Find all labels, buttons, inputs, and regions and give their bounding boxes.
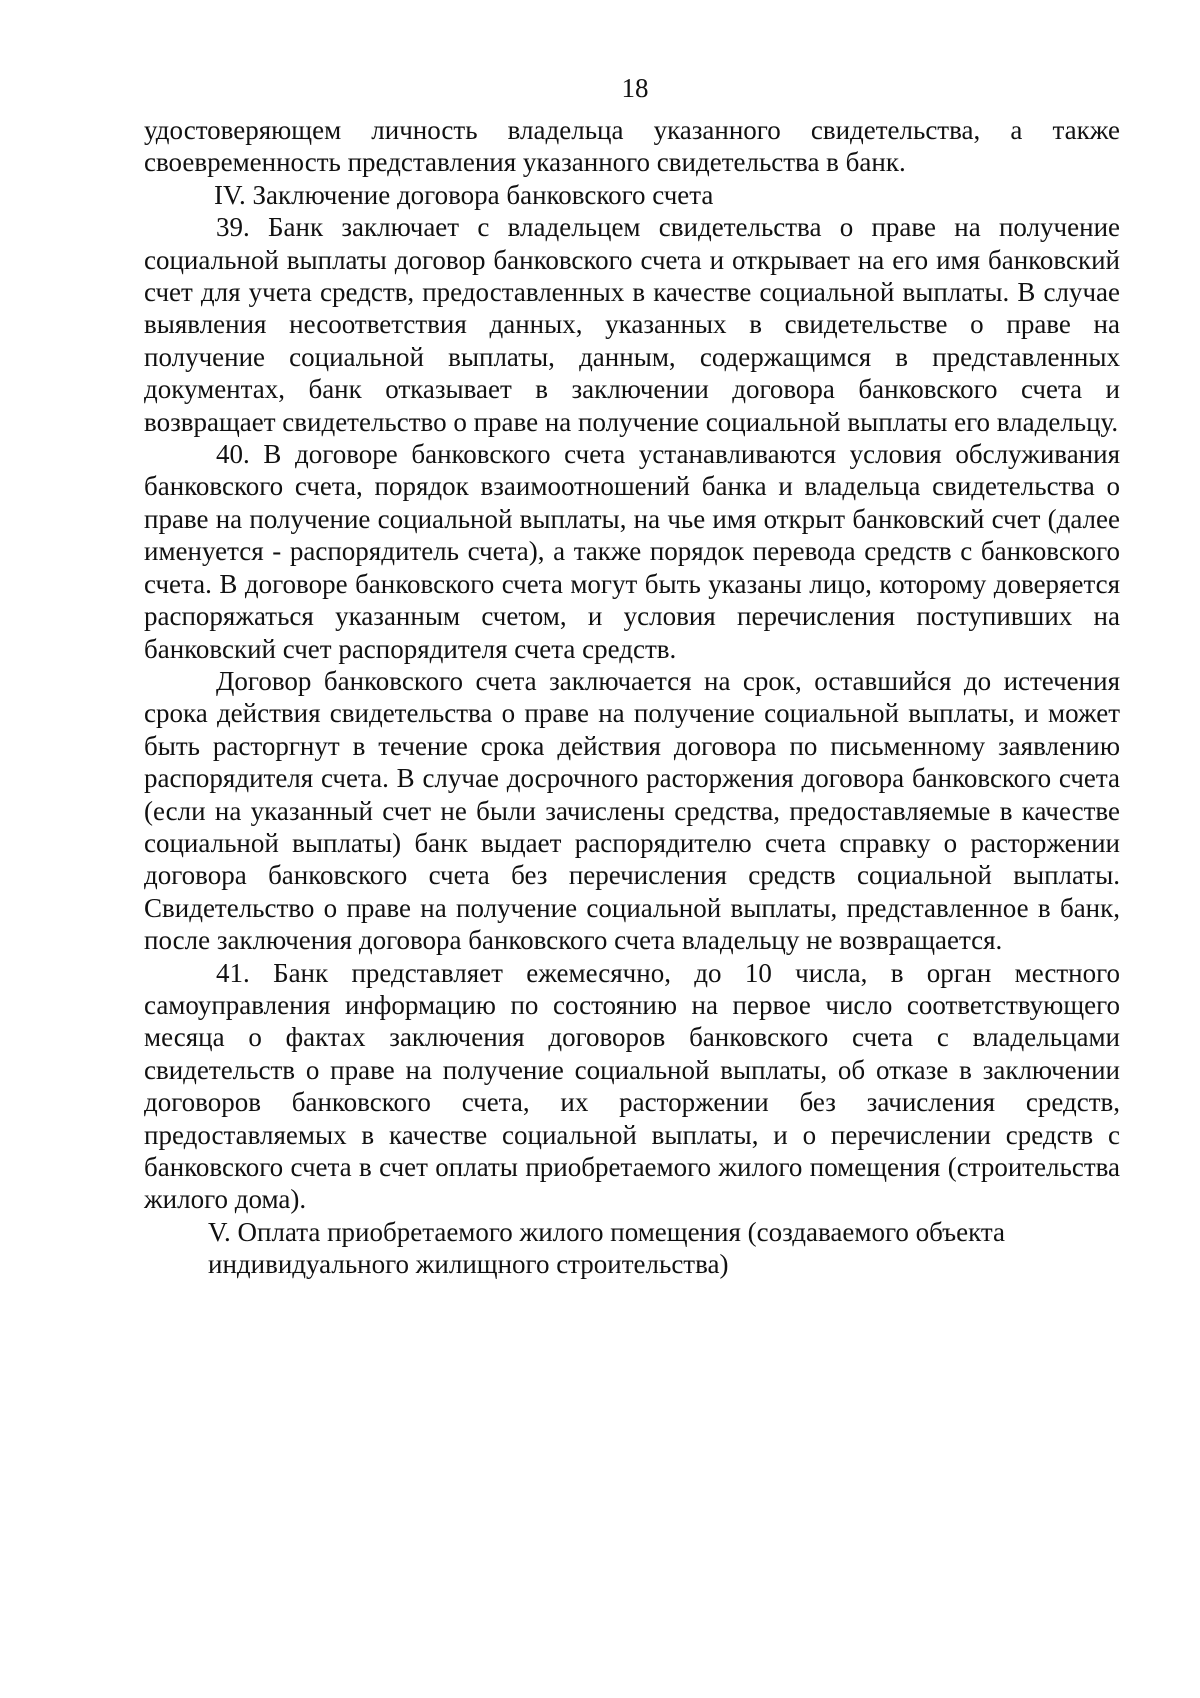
section-v-heading-line-2: индивидуального жилищного строительства): [208, 1249, 729, 1280]
paragraph-39: 39. Банк заключает с владельцем свидетельства о праве на получение социальной выплаты договор банковского счета и открывает на его имя банковский счет для учета средств, предоставленных в качестве социальной выплаты. В случае выявления несоответствия данных, указанных в свидетельстве о праве на получение социальной выплаты, данным, содержащимся в представленных документах, банк отказывает в заключении договора банковского счета и возвращает свидетельство о праве на получение социальной выплаты его владельцу.: [144, 212, 1120, 437]
paragraph-41: 41. Банк представляет ежемесячно, до 10 числа, в орган местного самоуправления информацию по состоянию на первое число соответствующего месяца о фактах заключения договоров банковского счета с владельцами свидетельств о праве на получение социальной выплаты, об отказе в заключении договоров банковского счета, их расторжении без зачисления средств, предоставляемых в качестве социальной выплаты, и о перечислении средств с банковского счета в счет оплаты приобретаемого жилого помещения (строительства жилого дома).: [144, 957, 1120, 1215]
paragraph-40: 40. В договоре банковского счета устанавливаются условия обслуживания банковского счета, порядок взаимоотношений банка и владельца свидетельства о праве на получение социальной выплаты, на чье имя открыт банковский счет (далее именуется - распорядитель счета), а также порядок перевода средств с банковского счета. В договоре банковского счета могут быть указаны лицо, которому доверяется распоряжаться указанным счетом, и условия перечисления поступивших на банковский счет распорядителя счета средств.: [144, 439, 1120, 664]
paragraph-40-continued: Договор банковского счета заключается на срок, оставшийся до истечения срока действия свидетельства о праве на получение социальной выплаты, и может быть расторгнут в течение срока действия договора по письменному заявлению распорядителя счета. В случае досрочного расторжения договора банковского счета (если на указанный счет не были зачислены средства, предоставляемые в качестве социальной выплаты) банк выдает распорядителю счета справку о расторжении договора банковского счета без перечисления средств социальной выплаты. Свидетельство о праве на получение социальной выплаты, представленное в банк, после заключения договора банковского счета владельцу не возвращается.: [144, 665, 1120, 956]
page-number: 18: [621, 73, 649, 103]
section-iv-heading: IV. Заключение договора банковского счета: [214, 179, 714, 210]
section-v-heading-line-1: V. Оплата приобретаемого жилого помещения (создаваемого объекта: [208, 1216, 1005, 1247]
document-body: [144, 114, 1120, 1281]
section-v-heading: [144, 1216, 1120, 1281]
intro-paragraph: удостоверяющем личность владельца указанного свидетельства, а также своевременность представления указанного свидетельства в банк.: [144, 115, 1120, 178]
